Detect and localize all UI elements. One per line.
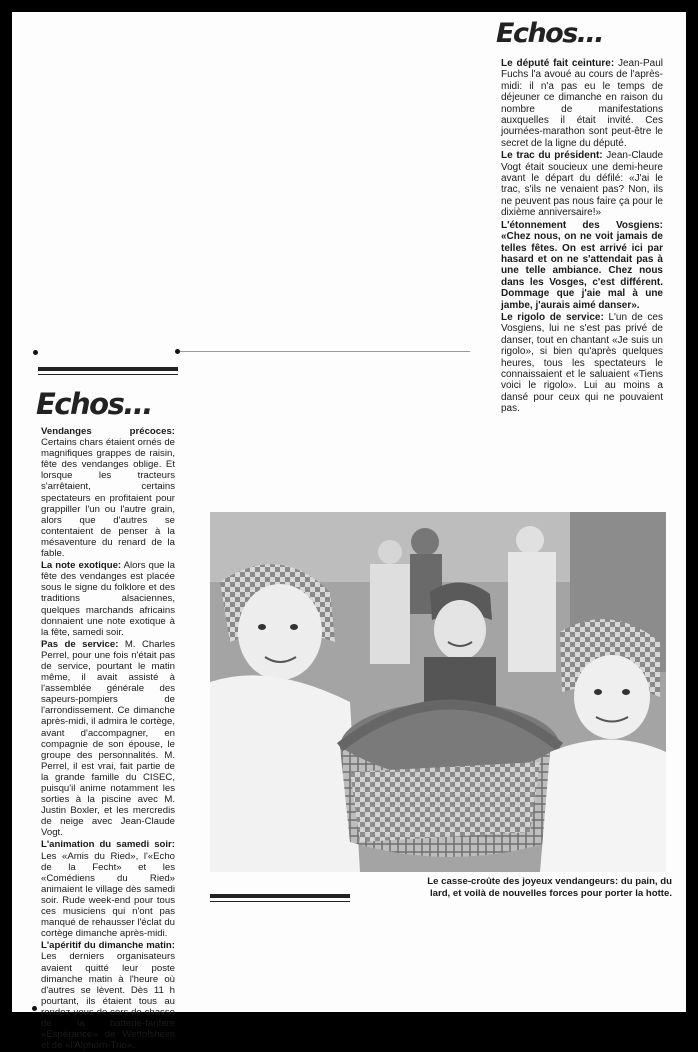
left-item-1: Vendanges précoces: Certains chars étaient ornés de magnifiques grappes de raisin, fête des vendanges oblige. Et lorsque les tracteurs s'arrêtaient, certains spectateurs en profitaient pour grappiller l'un ou l'autre grain, alors que d'autres se contentaient de penser à la mésaventure du renard de la fable.	[41, 426, 175, 560]
left-column-text	[41, 426, 175, 1052]
left-column-heading: Echos...	[36, 387, 152, 421]
right-column-heading: Echos...	[496, 18, 604, 49]
cut-mark-dot	[33, 350, 38, 355]
right-item-2: Le trac du président: Jean-Claude Vogt était soucieux une demi-heure avant le départ du défilé: «J'ai le trac, s'ils ne venaient pas? Non, ils ne peuvent pas nous faire ça pour le dixième anniversaire!»	[501, 150, 664, 219]
left-item-3: Pas de service: M. Charles Perrel, pour une fois n'était pas de service, pourtant le matin même, il avait assisté à l'assemblée générale des sapeurs-pompiers de l'arrondissement. Ce dimanche après-midi, il admira le cortège, avant d'accompagner, en compagnie de son épouse, le groupe des personnalités. M. Perrel, il est vrai, fait partie de la grande famille du CISEC, puisqu'il anime notamment les sorties à la piscine avec M. Justin Boxler, et les mercredis de neige avec Jean-Claude Vogt.	[41, 638, 176, 839]
right-column-text	[501, 58, 663, 416]
photo-grape-harvesters	[210, 512, 666, 872]
right-item-3: L'étonnement des Vosgiens: «Chez nous, on ne voit jamais de telles fêtes. On est arrivé ici par hasard et on ne s'attendait pas à une telle ambiance. Chez nous dans les Vosges, c'est différent. Dommage que j'aie mal à une jambe, j'aurais aimé danser».	[501, 219, 663, 311]
photo-rule	[210, 894, 350, 898]
newspaper-clipping	[12, 12, 686, 1052]
photo-caption: Le casse-croûte des joyeux vendangeurs: du pain, du lard, et voilà de nouvelles forces pour porter la hotte.	[427, 876, 672, 899]
cut-mark-dot	[32, 1006, 37, 1011]
photo-rule-thin	[210, 901, 350, 902]
right-item-1: Le député fait ceinture: Jean-Paul Fuchs l'a avoué au cours de l'après-midi: il n'a pas eu le temps de déjeuner ce dimanche en raison du nombre de manifestations auxquelles il était invité. Ces journées-marathon sont peut-être le secret de la ligne du député.	[501, 58, 664, 149]
left-item-4: L'animation du samedi soir: Les «Amis du Ried», l'«Echo de la Fecht» et les «Comédiens du Ried» animaient le village dès samedi soir. Rude week-end pour tous ces musiciens qui n'ont pas manqué de rehausser l'éclat du cortège dimanche après-midi.	[41, 839, 175, 940]
cut-line	[180, 351, 470, 352]
left-item-5: L'apéritif du dimanche matin: Les derniers organisateurs avaient quitté leur poste dimanche matin à l'heure où d'autres se lèvent. Dès 11 h pourtant, ils étaient tous au rendez-vous de cors de chasse de la batterie-fanfare «Espérance» de Wettolsheim et de «l'Alphorn-Trio».	[41, 940, 175, 1052]
left-column-rule	[38, 367, 178, 371]
left-item-2: La note exotique: Alors que la fête des vendanges est placée sous le signe du folklore et des traditions alsaciennes, quelques marchands africains donnaient une note exotique à la fête, samedi soir.	[41, 560, 175, 638]
right-item-4: Le rigolo de service: L'un de ces Vosgiens, lui ne s'est pas privé de danser, tout en chantant «Je suis un rigolo», si bien qu'après quelques heures, tous les spectateurs le connaissaient et le saluaient «Tiens voici le rigolo». Lui au moins a dansé pour ceux qui ne pouvaient pas.	[501, 311, 663, 415]
left-column-rule-thin	[38, 374, 178, 375]
photo-illustration	[210, 512, 666, 872]
